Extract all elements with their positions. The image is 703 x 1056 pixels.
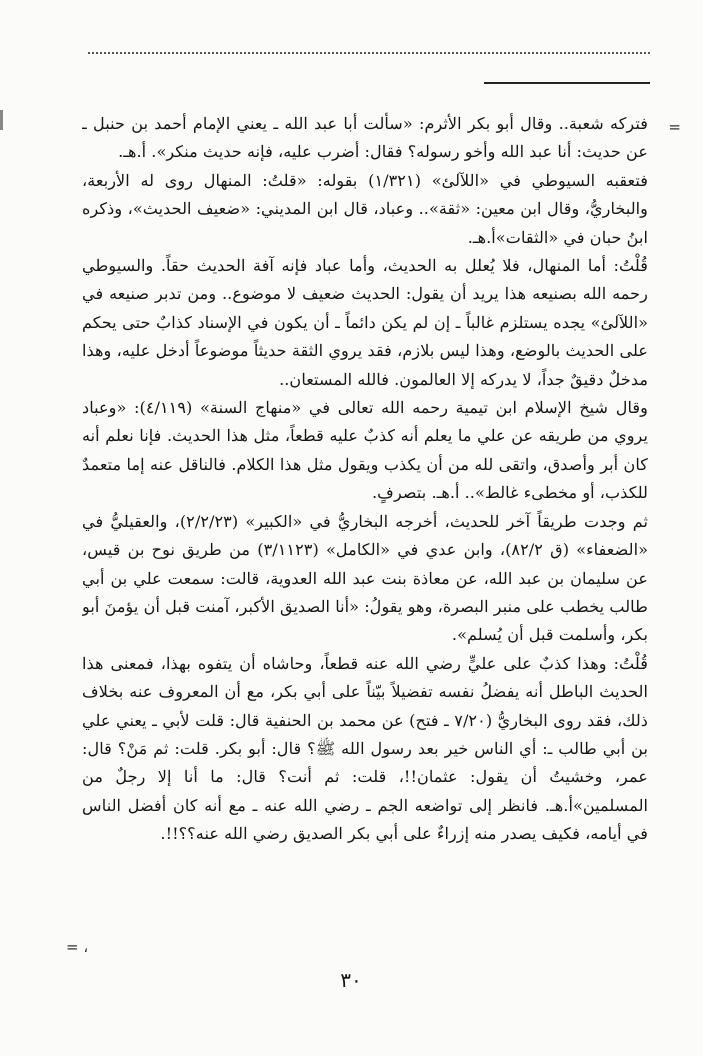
margin-mark-top: = <box>668 118 681 136</box>
main-text <box>82 110 648 940</box>
margin-mark-bottom: = ، <box>66 938 89 956</box>
header-rule <box>484 82 650 84</box>
top-dotted-line <box>88 38 650 54</box>
paragraph: ثم وجدت طريقاً آخر للحديث، أخرجه البخاريُّ في «الكبير» (٢/٢/٢٣)، والعقيليُّ في «الضعفاء» (ق ٨٢/٢)، وابن عدي في «الكامل» (٣/١١٢٣) من طريق نوح بن قيس، عن سليمان بن عبد الله، عن معاذة بنت عبد الله العدوية، قالت: سمعت علي بن أبي طالب يخطب على منبر البصرة، وهو يقولُ: «أنا الصديق الأكبر، آمنت قبل أن يؤمنَ أبو بكر، وأسلمت قبل أن يُسلم». <box>82 511 648 645</box>
paragraph: قُلْتُ: أما المنهال، فلا يُعلل به الحديث، وأما عباد فإنه آفة الحديث حقاً. والسيوطي رحمه الله بصنيعه هذا يريد أن يقول: الحديث ضعيف لا موضوع.. ومن تدبر صنيعه في «اللآلئ» يجده يستلزم غالباً ـ إن لم يكن دائماً ـ أن يكون في الإسناد كذابٌ حتى يحكم على الحديث بالوضع، وهذا ليس بلازم، فقد يروي الثقة حديثاً موضوعاً أدخل عليه، وهذا مدخلٌ دقيقٌ جداً، لا يدركه إلا العالمون. فالله المستعان.. <box>82 256 648 389</box>
paragraph: وقال شيخ الإسلام ابن تيمية رحمه الله تعالى في «منهاج السنة» (٤/١١٩): «وعباد يروي من طريقه عن علي ما يعلم أنه كذبٌ عليه قطعاً، مثل هذا الحديث. فإنا نعلم أنه كان أبر وأصدق، واتقى لله من أن يكذب ويقول مثل هذا الكلام. فالناقل عنه إما متعمدٌ للكذب، أو مخطىء غالط».. أ.هـ. بتصرفٍ. <box>82 398 648 503</box>
page-edge <box>0 110 3 130</box>
page-number: ٣٠ <box>340 968 362 992</box>
paragraph: فتعقبه السيوطي في «اللآلئ» (١/٣٢١) بقوله: «قلتُ: المنهال روى له الأربعة، والبخاريُّ، وقال ابن معين: «ثقة».. وعباد، قال ابن المديني: «ضعيف الحديث»، وذكره ابنُ حبان في «الثقات»أ.هـ. <box>82 170 648 247</box>
paragraph: قُلْتُ: وهذا كذبٌ على عليٍّ رضي الله عنه قطعاً، وحاشاه أن يتفوه بهذا، فمعنى هذا الحديث الباطل أنه يفضلُ نفسه تفضيلاً بيّناً على أبي بكر، مع أن المعروف عنه بخلاف ذلك، فقد روى البخاريُّ (٧/٢٠ ـ فتح) عن محمد بن الحنفية قال: قلت لأبي ـ يعني علي بن أبي طالب ـ: أي الناس خير بعد رسول الله ﷺ؟ قال: أبو بكر. قلت: ثم مَنْ؟ قال: عمر، وخشيتُ أن يقول: عثمان!!، قلت: ثم أنت؟ قال: ما أنا إلا رجلٌ من المسلمين»أ.هـ. فانظر إلى تواضعه الجم ـ رضي الله عنه ـ مع أنه كان أفضل الناس في أيامه، فكيف يصدر منه إزراءٌ على أبي بكر الصديق رضي الله عنه؟؟!!. <box>82 653 648 844</box>
paragraph: فتركه شعبة.. وقال أبو بكر الأثرم: «سألت أبا عبد الله ـ يعني الإمام أحمد بن حنبل ـ عن حديث: أنا عبد الله وأخو رسوله؟ فقال: أضرب عليه، فإنه حديث منكر». أ.هـ. <box>82 114 648 162</box>
